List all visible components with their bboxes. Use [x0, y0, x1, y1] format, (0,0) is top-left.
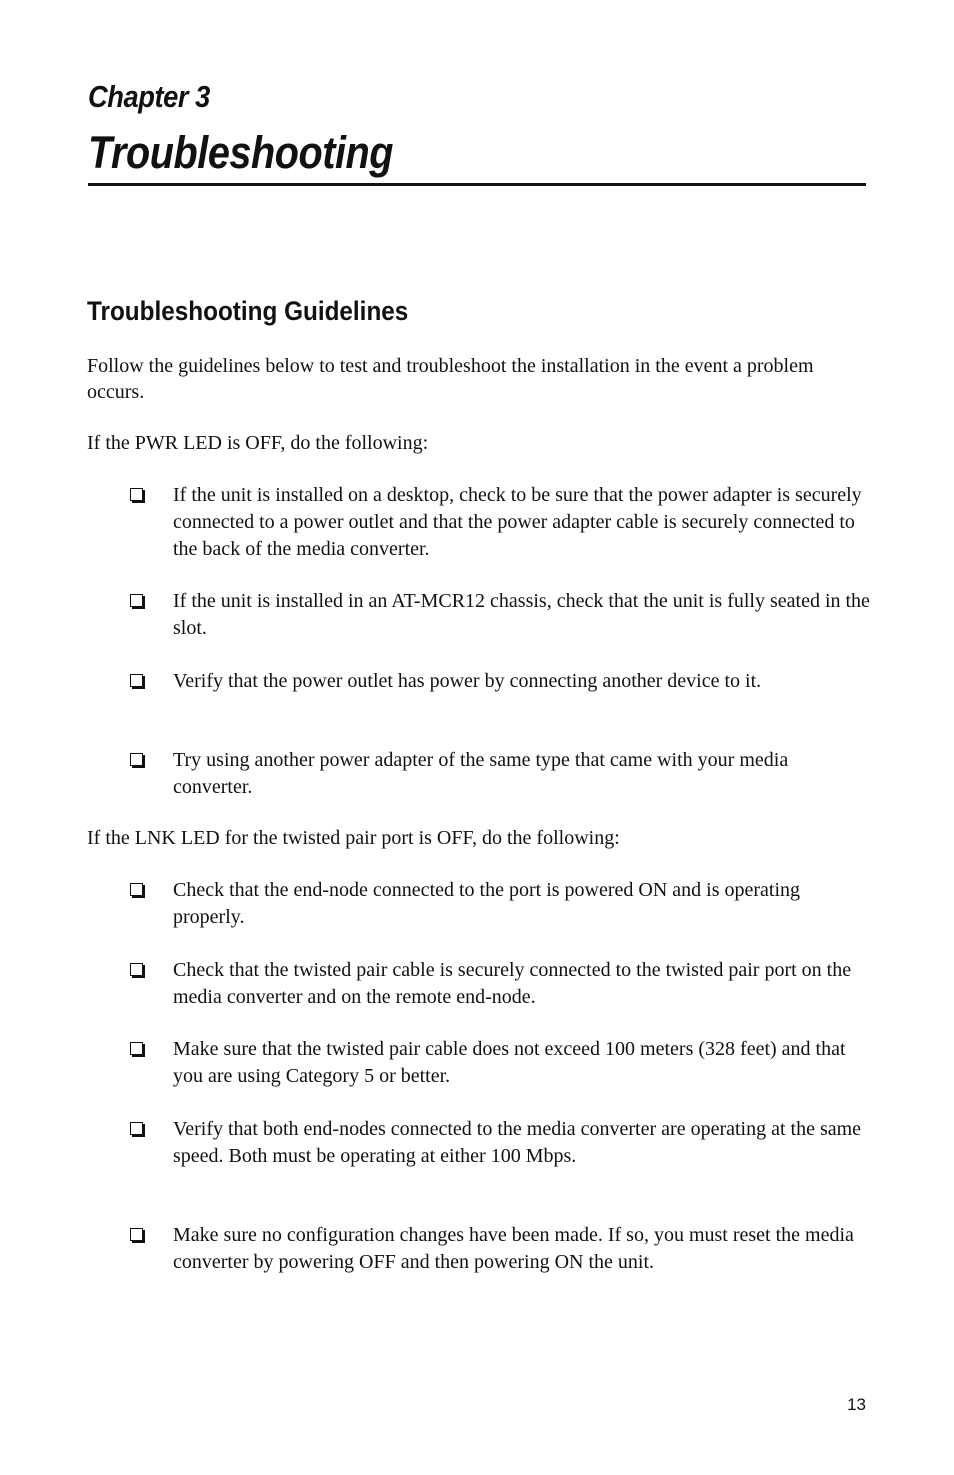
list-item: [130, 1116, 872, 1170]
list-item: [130, 588, 872, 642]
list-item-text: Check that the end-node connected to the port is powered ON and is operating properly.: [173, 879, 801, 928]
list-item: [130, 668, 872, 695]
title-divider: [88, 183, 866, 186]
list-item-text: If the unit is installed on a desktop, check to be sure that the power adapter is securely connected to a power outlet and that the power adapter cable is securely connected to the back of the media converter.: [173, 484, 862, 560]
list-item-text: Check that the twisted pair cable is securely connected to the twisted pair port on the media converter and on the remote end-node.: [173, 959, 852, 1008]
list-item: [130, 1222, 872, 1276]
list-item-text: If the unit is installed in an AT-MCR12 chassis, check that the unit is fully seated in the slot.: [173, 590, 870, 639]
lnk-led-lead-in: If the LNK LED for the twisted pair port is OFF, do the following:: [87, 827, 620, 849]
list-item: [130, 747, 872, 801]
chapter-title: Troubleshooting: [88, 127, 394, 178]
list-item-text: Try using another power adapter of the same type that came with your media converter.: [173, 749, 789, 798]
checkbox-bullet-icon: [130, 674, 143, 687]
checkbox-bullet-icon: [130, 883, 143, 896]
list-item: [130, 877, 872, 931]
list-item-text: Make sure no configuration changes have been made. If so, you must reset the media converter by powering OFF and then powering ON the unit.: [173, 1224, 854, 1273]
section-heading: Troubleshooting Guidelines: [87, 296, 409, 326]
checkbox-bullet-icon: [130, 963, 143, 976]
list-item: [130, 482, 872, 563]
list-item: [130, 1036, 872, 1090]
list-item: [130, 957, 872, 1011]
checkbox-bullet-icon: [130, 1122, 143, 1135]
checkbox-bullet-icon: [130, 753, 143, 766]
checkbox-bullet-icon: [130, 594, 143, 607]
checkbox-bullet-icon: [130, 488, 143, 501]
checkbox-bullet-icon: [130, 1042, 143, 1055]
chapter-label: Chapter 3: [88, 79, 210, 114]
list-item-text: Verify that the power outlet has power by connecting another device to it.: [173, 670, 762, 692]
page-number: 13: [847, 1395, 866, 1414]
pwr-led-lead-in: If the PWR LED is OFF, do the following:: [87, 432, 429, 454]
list-item-text: Verify that both end-nodes connected to the media converter are operating at the same speed. Both must be operating at either 100 Mbps.: [173, 1118, 862, 1167]
checkbox-bullet-icon: [130, 1228, 143, 1241]
list-item-text: Make sure that the twisted pair cable does not exceed 100 meters (328 feet) and that you are using Category 5 or better.: [173, 1038, 846, 1087]
intro-paragraph: Follow the guidelines below to test and troubleshoot the installation in the event a problem occurs.: [87, 355, 814, 403]
